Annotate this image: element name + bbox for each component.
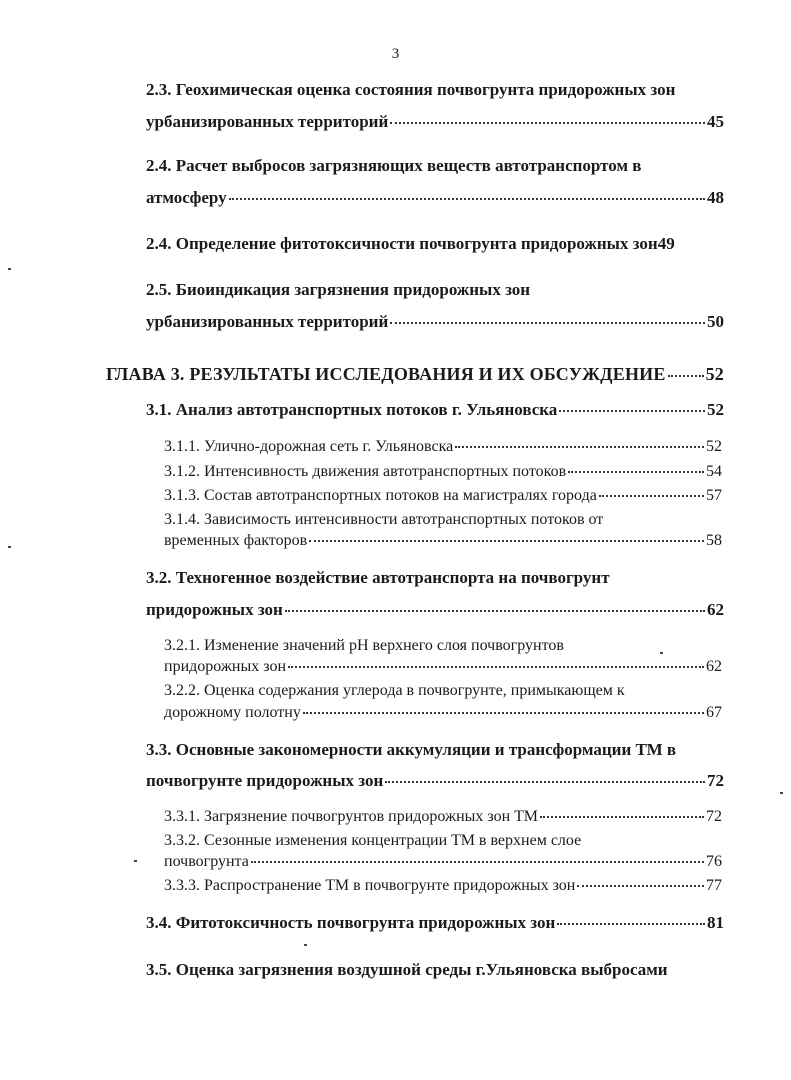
toc-3-2-1-line2: придорожных зон	[164, 658, 287, 675]
toc-3-5-line1: 3.5. Оценка загрязнения воздушной среды г.Ульяновска выбросами	[146, 960, 668, 979]
toc-3-4-title: 3.4. Фитотоксичность почвогрунта придорожных зон	[146, 913, 556, 932]
toc-3-1-4-line2: временных факторов	[164, 532, 308, 549]
toc-entry-2-3	[146, 112, 724, 132]
dot-leader	[455, 446, 704, 448]
toc-3-2-page: 62	[707, 600, 724, 619]
toc-entry-2-4b	[146, 234, 724, 254]
toc-3-3-line2: почвогрунте придорожных зон	[146, 771, 384, 790]
dot-leader	[557, 923, 705, 925]
toc-entry-chapter-3	[106, 364, 724, 385]
toc-3-2-1-page: 62	[706, 658, 722, 675]
dot-leader	[229, 198, 705, 200]
scan-speck	[8, 546, 11, 548]
dot-leader	[303, 712, 704, 714]
toc-entry-3-1-1	[164, 438, 722, 456]
toc-entry-2-4a	[146, 188, 724, 208]
page-number: 3	[391, 46, 400, 62]
toc-3-1-4-page: 58	[706, 532, 722, 549]
toc-2-3-line2: урбанизированных территорий	[146, 112, 389, 131]
scan-speck	[8, 268, 11, 270]
toc-entry-3-3-3	[164, 877, 722, 895]
dot-leader	[568, 471, 704, 473]
toc-3-1-title: 3.1. Анализ автотранспортных потоков г. Ульяновска	[146, 400, 558, 419]
toc-entry-3-1-4	[164, 532, 722, 550]
toc-3-1-1-page: 52	[706, 438, 722, 455]
toc-entry-3-1	[146, 400, 724, 420]
toc-entry-3-3-2	[164, 853, 722, 871]
toc-3-2-line2: придорожных зон	[146, 600, 283, 619]
toc-entry-3-3	[146, 771, 724, 791]
dot-leader	[285, 610, 705, 612]
toc-3-1-3-page: 57	[706, 487, 722, 504]
dot-leader	[385, 781, 705, 783]
toc-ch3-page: 52	[705, 364, 724, 384]
toc-entry-3-1-3	[164, 487, 722, 505]
toc-2-3-line1: 2.3. Геохимическая оценка состояния почвогрунта придорожных зон	[146, 80, 676, 99]
toc-3-3-2-page: 76	[706, 853, 722, 870]
toc-2-3-page: 45	[707, 112, 724, 131]
toc-2-4b-page: 49	[657, 234, 675, 253]
toc-entry-3-4	[146, 913, 724, 933]
toc-3-2-2-line2: дорожному полотну	[164, 704, 301, 721]
toc-2-4a-line2: атмосферу	[146, 188, 227, 207]
toc-3-3-1-page: 72	[706, 808, 722, 825]
toc-3-3-3-page: 77	[706, 877, 722, 894]
toc-2-5-line1: 2.5. Биоиндикация загрязнения придорожных зон	[146, 280, 531, 299]
toc-3-2-2-page: 67	[706, 704, 722, 721]
toc-entry-3-2	[146, 600, 724, 620]
toc-3-2-line1: 3.2. Техногенное воздействие автотранспорта на почвогрунт	[146, 568, 610, 587]
dot-leader	[251, 861, 704, 863]
toc-2-4a-page: 48	[707, 188, 724, 207]
toc-2-5-line2: урбанизированных территорий	[146, 312, 389, 331]
toc-3-3-2-line1: 3.3.2. Сезонные изменения концентрации ТМ в верхнем слое	[164, 832, 582, 849]
toc-entry-3-1-2	[164, 463, 722, 481]
toc-3-2-1-line1: 3.2.1. Изменение значений pH верхнего слоя почвогрунтов	[164, 637, 564, 654]
dot-leader	[390, 122, 705, 124]
toc-2-4b-line1: 2.4. Определение фитотоксичности почвогрунта придорожных зон	[146, 234, 658, 253]
dot-leader	[390, 322, 705, 324]
dot-leader	[599, 495, 704, 497]
dot-leader	[559, 410, 705, 412]
toc-2-4a-line1: 2.4. Расчет выбросов загрязняющих веществ автотранспортом в	[146, 156, 642, 175]
toc-3-1-2-page: 54	[706, 463, 722, 480]
toc-3-3-2-line2: почвогрунта	[164, 853, 249, 870]
toc-3-3-3-title: 3.3.3. Распространение ТМ в почвогрунте придорожных зон	[164, 877, 576, 894]
scan-speck	[660, 652, 663, 654]
toc-ch3-title: ГЛАВА 3. РЕЗУЛЬТАТЫ ИССЛЕДОВАНИЯ И ИХ ОБСУЖДЕНИЕ	[106, 364, 666, 384]
toc-3-4-page: 81	[707, 913, 724, 932]
scan-speck	[780, 792, 783, 794]
toc-3-2-2-line1: 3.2.2. Оценка содержания углерода в почвогрунте, примыкающем к	[164, 682, 625, 699]
scan-speck	[134, 860, 137, 862]
toc-3-3-line1: 3.3. Основные закономерности аккумуляции и трансформации ТМ в	[146, 740, 677, 759]
toc-3-1-4-line1: 3.1.4. Зависимость интенсивности автотранспортных потоков от	[164, 511, 604, 528]
toc-2-5-page: 50	[707, 312, 724, 331]
toc-entry-3-2-1	[164, 658, 722, 676]
dot-leader	[540, 816, 704, 818]
toc-entry-2-5	[146, 312, 724, 332]
dot-leader	[577, 885, 704, 887]
dot-leader	[668, 375, 704, 377]
toc-3-1-page: 52	[707, 400, 724, 419]
toc-3-3-page: 72	[707, 771, 724, 790]
dot-leader	[309, 540, 704, 542]
toc-entry-3-3-1	[164, 808, 722, 826]
toc-entry-3-2-2	[164, 704, 722, 722]
toc-3-1-3-title: 3.1.3. Состав автотранспортных потоков на магистралях города	[164, 487, 597, 504]
toc-3-1-1-title: 3.1.1. Улично-дорожная сеть г. Ульяновска	[164, 438, 454, 455]
dot-leader	[288, 666, 704, 668]
toc-3-1-2-title: 3.1.2. Интенсивность движения автотранспортных потоков	[164, 463, 567, 480]
scan-speck	[304, 944, 307, 946]
toc-3-3-1-title: 3.3.1. Загрязнение почвогрунтов придорожных зон ТМ	[164, 808, 538, 825]
